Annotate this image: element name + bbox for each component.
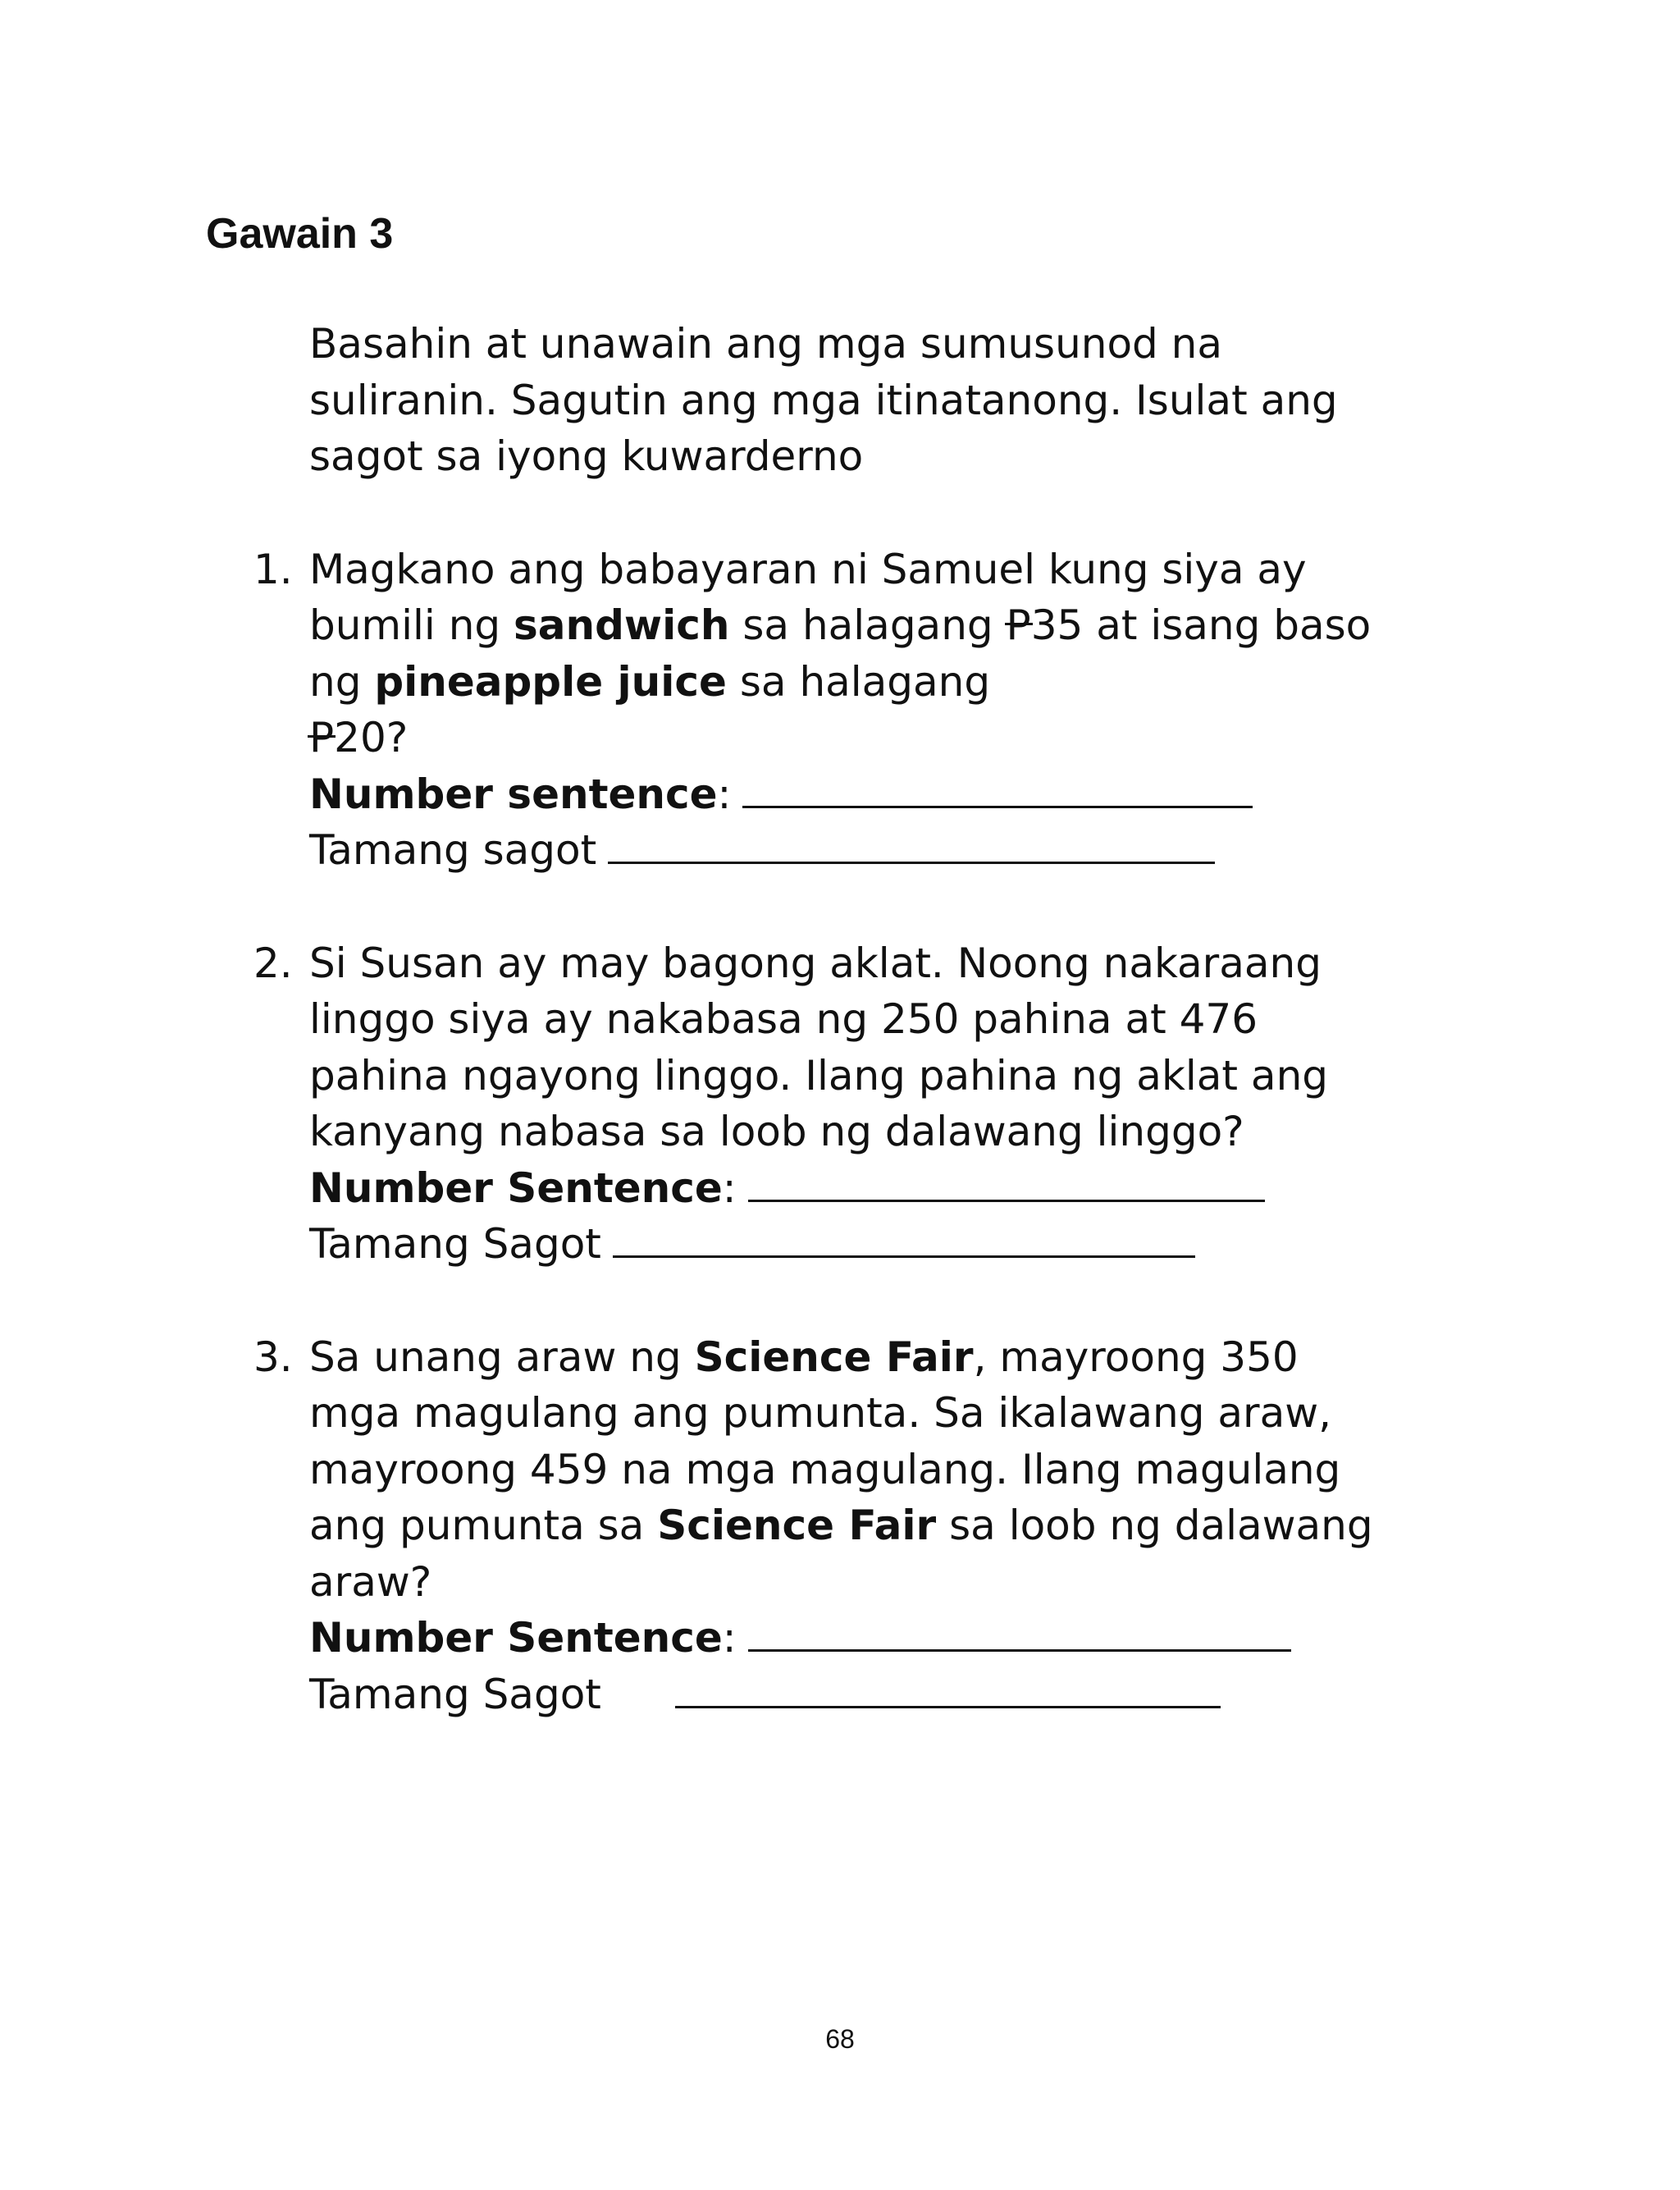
problem-3 — [253, 1329, 1400, 1723]
answer-label: Tamang Sagot — [309, 1670, 601, 1718]
number-sentence-row: Number Sentence : — [309, 1610, 1400, 1667]
number-sentence-label: Number sentence — [309, 770, 718, 818]
answer-blank[interactable] — [675, 1670, 1221, 1708]
answer-row — [309, 1216, 1400, 1273]
bold-term: Science Fair — [694, 1333, 974, 1381]
instructions: Basahin at unawain ang mga sumusunod na suliranin. Sagutin ang mga itinatanong. Isulat ang sagot sa iyong kuwarderno — [309, 320, 1338, 480]
bold-term: sandwich — [514, 601, 730, 649]
answer-blank[interactable] — [613, 1219, 1195, 1258]
number-sentence-blank[interactable] — [742, 770, 1253, 808]
answer-label: Tamang Sagot — [309, 1220, 601, 1268]
number-sentence-blank[interactable] — [748, 1613, 1291, 1652]
problem-text: Magkano ang babayaran ni Samuel kung siya ay bumili ng sandwich sa halagang P35 at isang baso ng pineapple juice sa halagang P20? — [309, 542, 1400, 766]
answer-blank[interactable] — [608, 825, 1215, 864]
bold-term: pineapple juice — [374, 657, 727, 706]
activity-title: Gawain 3 — [206, 210, 394, 258]
number-sentence-row: Number sentence : — [309, 766, 1400, 823]
number-sentence-blank[interactable] — [748, 1164, 1265, 1202]
problem-number: 2. — [253, 939, 293, 987]
number-sentence-row: Number Sentence : — [309, 1160, 1400, 1217]
answer-row — [309, 822, 1400, 879]
problem-text: Sa unang araw ng Science Fair, mayroong 350 mga magulang ang pumunta. Sa ikalawang araw, mayroong 459 na mga magulang. Ilang magulang ang pumunta sa Science Fair sa loob ng dalawang araw? — [309, 1333, 1373, 1606]
answer-label: Tamang sagot — [309, 826, 597, 874]
worksheet-content — [253, 316, 1400, 1779]
page-number: 68 — [825, 2024, 855, 2054]
problem-1 — [253, 542, 1400, 879]
problem-number: 3. — [253, 1333, 293, 1381]
bold-term: Science Fair — [657, 1502, 937, 1549]
number-sentence-label: Number Sentence — [309, 1164, 723, 1212]
problem-2 — [253, 935, 1400, 1273]
problem-number: 1. — [253, 545, 293, 593]
number-sentence-label: Number Sentence — [309, 1614, 723, 1662]
peso-sign: P — [309, 710, 334, 766]
problem-text: Si Susan ay may bagong aklat. Noong nakaraang linggo siya ay nakabasa ng 250 pahina at 476 pahina ngayong linggo. Ilang pahina ng aklat ang kanyang nabasa sa loob ng dalawang linggo? — [309, 939, 1328, 1155]
peso-sign: P — [1007, 597, 1031, 654]
answer-row — [309, 1667, 1400, 1723]
